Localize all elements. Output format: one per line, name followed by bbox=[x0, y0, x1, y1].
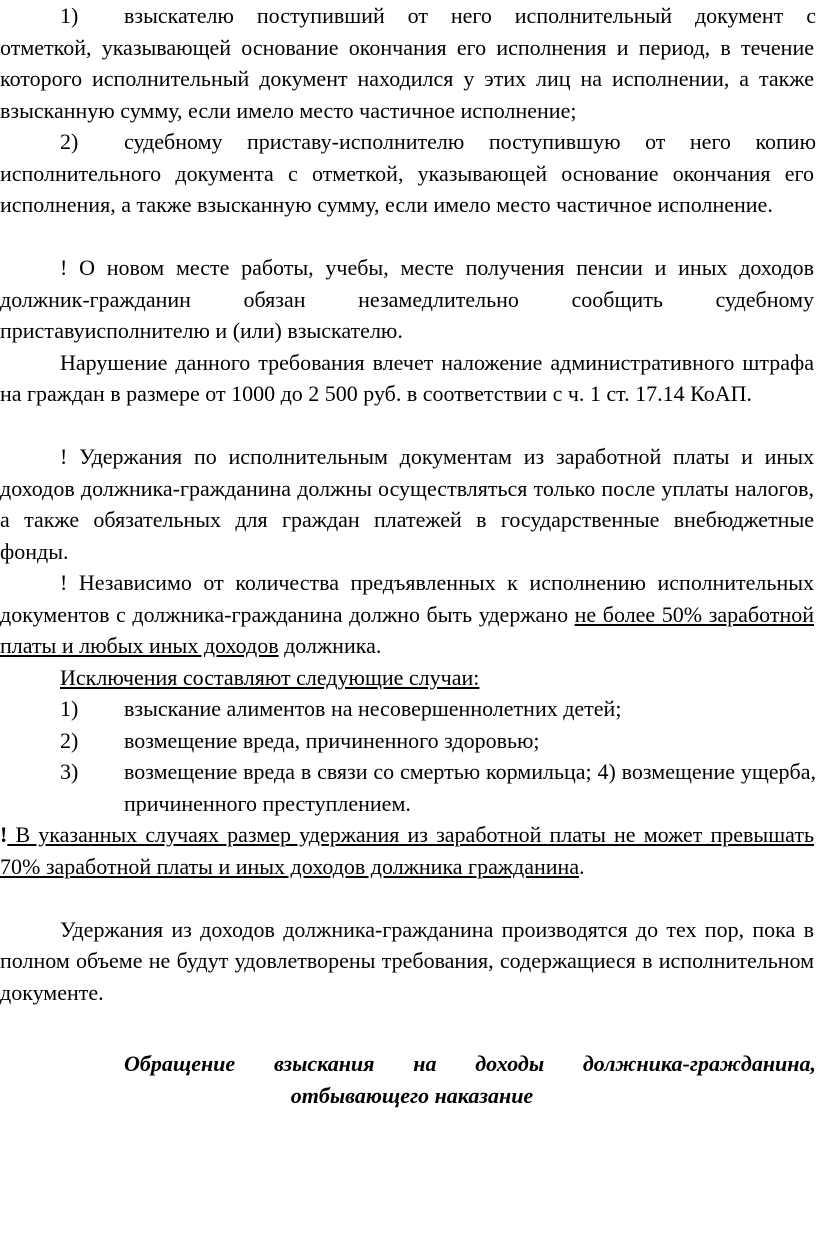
notice-paragraph: ! О новом месте работы, учебы, месте получения пенсии и иных доходов должник-гражданин обязан незамедлительно сообщить судебному приставуисполнителю и (или) взыскателю. bbox=[0, 255, 814, 343]
max-limit-paragraph bbox=[0, 819, 816, 882]
exception-item bbox=[0, 756, 816, 819]
max-limit-suffix: . bbox=[579, 853, 585, 879]
list-item bbox=[0, 0, 816, 32]
exceptions-title bbox=[0, 662, 816, 694]
spacer bbox=[0, 410, 816, 442]
list-number: 3) bbox=[60, 759, 79, 784]
section-heading-line2: отбывающего наказание bbox=[290, 1082, 534, 1108]
list-text: возмещение вреда в связи со смертью кормильца; 4) возмещение ущерба, причиненного преступлением. bbox=[124, 759, 816, 816]
list-number: 1) bbox=[60, 3, 79, 28]
notice-paragraph: ! Удержания по исполнительным документам из заработной платы и иных доходов должника-гражданина должны осуществляться только после уплаты налогов, а также обязательных для граждан платежей в государственные внебюджетные фонды. bbox=[0, 444, 814, 564]
duration-paragraph: Удержания из доходов должника-гражданина производятся до тех пор, пока в полном объеме не будут удовлетворены требования, содержащиеся в исполнительном документе. bbox=[0, 916, 814, 1005]
exception-item bbox=[0, 693, 816, 725]
exception-item bbox=[0, 725, 816, 757]
list-text: судебному приставу-исполнителю поступившую от него копию bbox=[124, 129, 816, 154]
spacer bbox=[0, 882, 816, 914]
list-item bbox=[0, 126, 816, 158]
section-heading-line1: Обращение взыскания на доходы должника-гражданина, bbox=[124, 1051, 816, 1076]
limit-paragraph bbox=[0, 567, 816, 662]
penalty-paragraph: Нарушение данного требования влечет наложение административного штрафа на граждан в размере от 1000 до 2 500 руб. в соответствии с ч. 1 ст. 17.14 КоАП. bbox=[0, 349, 814, 406]
spacer bbox=[0, 1008, 816, 1048]
list-text: возмещение вреда, причиненного здоровью; bbox=[124, 727, 540, 753]
list-number: 2) bbox=[60, 129, 79, 154]
paragraph: исполнительного документа с отметкой, указывающей основание окончания его исполнения, а также взысканную сумму, если имело место частичное исполнение. bbox=[0, 160, 814, 217]
list-text: взыскателю поступивший от него исполнительный документ с bbox=[124, 3, 816, 28]
list-number: 1) bbox=[60, 696, 79, 721]
max-limit-underlined: В указанных случаях размер удержания из заработной платы не может превышать 70% заработной платы и иных доходов должника гражданина bbox=[0, 822, 814, 879]
list-number: 2) bbox=[60, 727, 79, 753]
spacer bbox=[0, 221, 816, 253]
limit-prefix: ! Независимо от количества предъявленных к исполнению исполнительных документов с должника-гражданина должно быть удержано bbox=[0, 570, 814, 627]
exclamation-mark: ! bbox=[0, 822, 8, 847]
list-text: взыскание алиментов на несовершеннолетних детей; bbox=[124, 696, 622, 721]
paragraph: отметкой, указывающей основание окончания его исполнения и период, в течение которого исполнительный документ находился у этих лиц на исполнении, а также взысканную сумму, если имело место частичное исполнение; bbox=[0, 34, 814, 123]
exceptions-title-text: Исключения составляют следующие случаи: bbox=[60, 664, 480, 690]
limit-suffix: должника. bbox=[278, 633, 382, 658]
limit-underlined: не более 50% заработной платы и любых иных доходов bbox=[0, 601, 814, 658]
